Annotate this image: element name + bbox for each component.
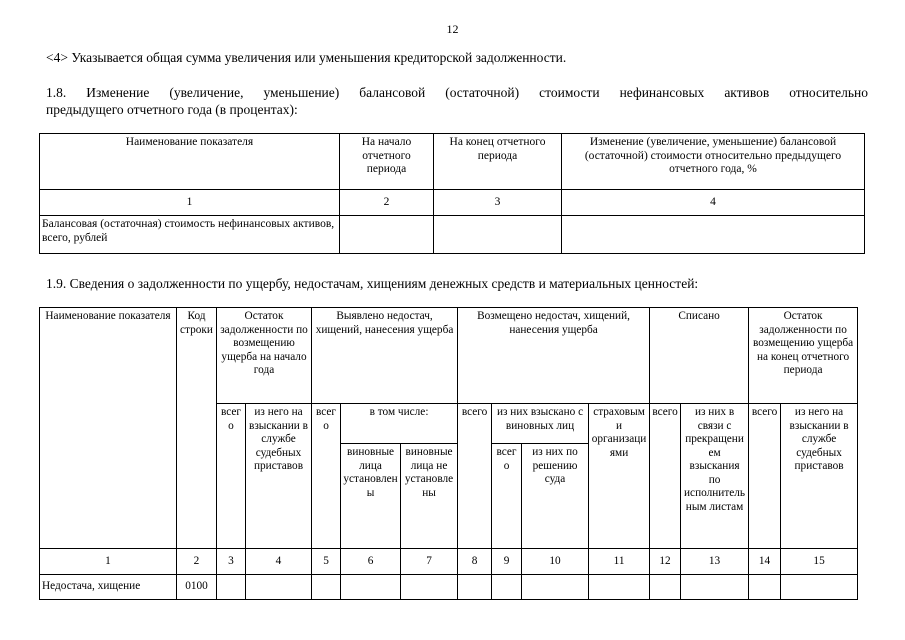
col-number: 12: [650, 549, 681, 575]
cell-empty: [522, 575, 589, 600]
col-number: 15: [781, 549, 858, 575]
cell-empty: [781, 575, 858, 600]
cell-empty: [749, 575, 781, 600]
section-1-8-heading-line1: 1.8. Изменение (увеличение, уменьшение) балансовой (остаточной) стоимости нефинансовых активов относительно: [46, 85, 868, 100]
row-change-value: [562, 216, 865, 254]
header-insurance: страховыми организациями: [589, 404, 650, 549]
cell-empty: [681, 575, 749, 600]
cell-empty: [312, 575, 341, 600]
col-number: 2: [177, 549, 217, 575]
header-writeoff-reason: из них в связи с прекращением взыскания по исполнительным листам: [681, 404, 749, 549]
header-indicator-name: Наименование показателя: [40, 134, 340, 190]
col-number: 1: [40, 549, 177, 575]
header-rest-end: Остаток задолженности по возмещению ущерба на конец отчетного периода: [749, 308, 858, 404]
cell-empty: [650, 575, 681, 600]
section-1-8-heading-line2: предыдущего отчетного года (в процентах):: [46, 102, 298, 117]
header-total-found: всего: [312, 404, 341, 549]
table-1-9: [39, 307, 858, 600]
cell-empty: [401, 575, 458, 600]
header-total-compensated: всего: [458, 404, 492, 549]
header-indicator-name: Наименование показателя: [40, 308, 177, 549]
cell-empty: [492, 575, 522, 600]
table-1-9-number-row: [40, 549, 858, 575]
header-by-court: из них по решению суда: [522, 444, 589, 549]
header-guilty-found: виновные лица установлены: [341, 444, 401, 549]
header-bailiffs-rest-end: из него на взыскании в службе судебных приставов: [781, 404, 858, 549]
table-row: [40, 216, 865, 254]
header-total-rest-start: всего: [217, 404, 246, 549]
col-number: 3: [434, 190, 562, 216]
col-number: 2: [340, 190, 434, 216]
cell-empty: [589, 575, 650, 600]
header-recovered-from-guilty: из них взыскано с виновных лиц: [492, 404, 589, 444]
header-guilty-not-found: виновные лица не установлены: [401, 444, 458, 549]
section-1-9-heading: 1.9. Сведения о задолженности по ущербу, недостачам, хищениям денежных средств и материальных ценностей:: [46, 276, 699, 291]
cell-empty: [458, 575, 492, 600]
header-including: в том числе:: [341, 404, 458, 444]
footnote-4: <4> Указывается общая сумма увеличения или уменьшения кредиторской задолженности.: [46, 50, 567, 65]
header-row-code: Код строки: [177, 308, 217, 549]
header-total-rest-end: всего: [749, 404, 781, 549]
col-number: 13: [681, 549, 749, 575]
col-number: 14: [749, 549, 781, 575]
col-number: 3: [217, 549, 246, 575]
header-rest-start: Остаток задолженности по возмещению ущерба на начало года: [217, 308, 312, 404]
col-number: 8: [458, 549, 492, 575]
col-number: 5: [312, 549, 341, 575]
col-number: 11: [589, 549, 650, 575]
table-1-8-number-row: [40, 190, 865, 216]
col-number: 10: [522, 549, 589, 575]
header-period-end: На конец отчетного периода: [434, 134, 562, 190]
cell-empty: [217, 575, 246, 600]
header-period-start: На начало отчетного периода: [340, 134, 434, 190]
header-total-recovered: всего: [492, 444, 522, 549]
header-found: Выявлено недостач, хищений, нанесения ущерба: [312, 308, 458, 404]
header-compensated: Возмещено недостач, хищений, нанесения ущерба: [458, 308, 650, 404]
col-number: 4: [246, 549, 312, 575]
col-number: 7: [401, 549, 458, 575]
row-code: 0100: [177, 575, 217, 600]
col-number: 1: [40, 190, 340, 216]
table-1-8-header-row: [40, 134, 865, 190]
header-change-percent: Изменение (увеличение, уменьшение) балансовой (остаточной) стоимости относительно предыдущего отчетного года, %: [562, 134, 865, 190]
row-name: Недостача, хищение: [40, 575, 177, 600]
cell-empty: [341, 575, 401, 600]
row-period-start-value: [340, 216, 434, 254]
header-total-written-off: всего: [650, 404, 681, 549]
header-written-off: Списано: [650, 308, 749, 404]
row-name: Балансовая (остаточная) стоимость нефинансовых активов, всего, рублей: [40, 216, 340, 254]
header-bailiffs-rest-start: из него на взыскании в службе судебных приставов: [246, 404, 312, 549]
table-1-8: [39, 133, 865, 254]
col-number: 6: [341, 549, 401, 575]
col-number: 4: [562, 190, 865, 216]
page-number: 12: [446, 22, 459, 36]
cell-empty: [246, 575, 312, 600]
row-period-end-value: [434, 216, 562, 254]
table-1-9-header-row-1: [40, 308, 858, 404]
col-number: 9: [492, 549, 522, 575]
table-row: [40, 575, 858, 600]
